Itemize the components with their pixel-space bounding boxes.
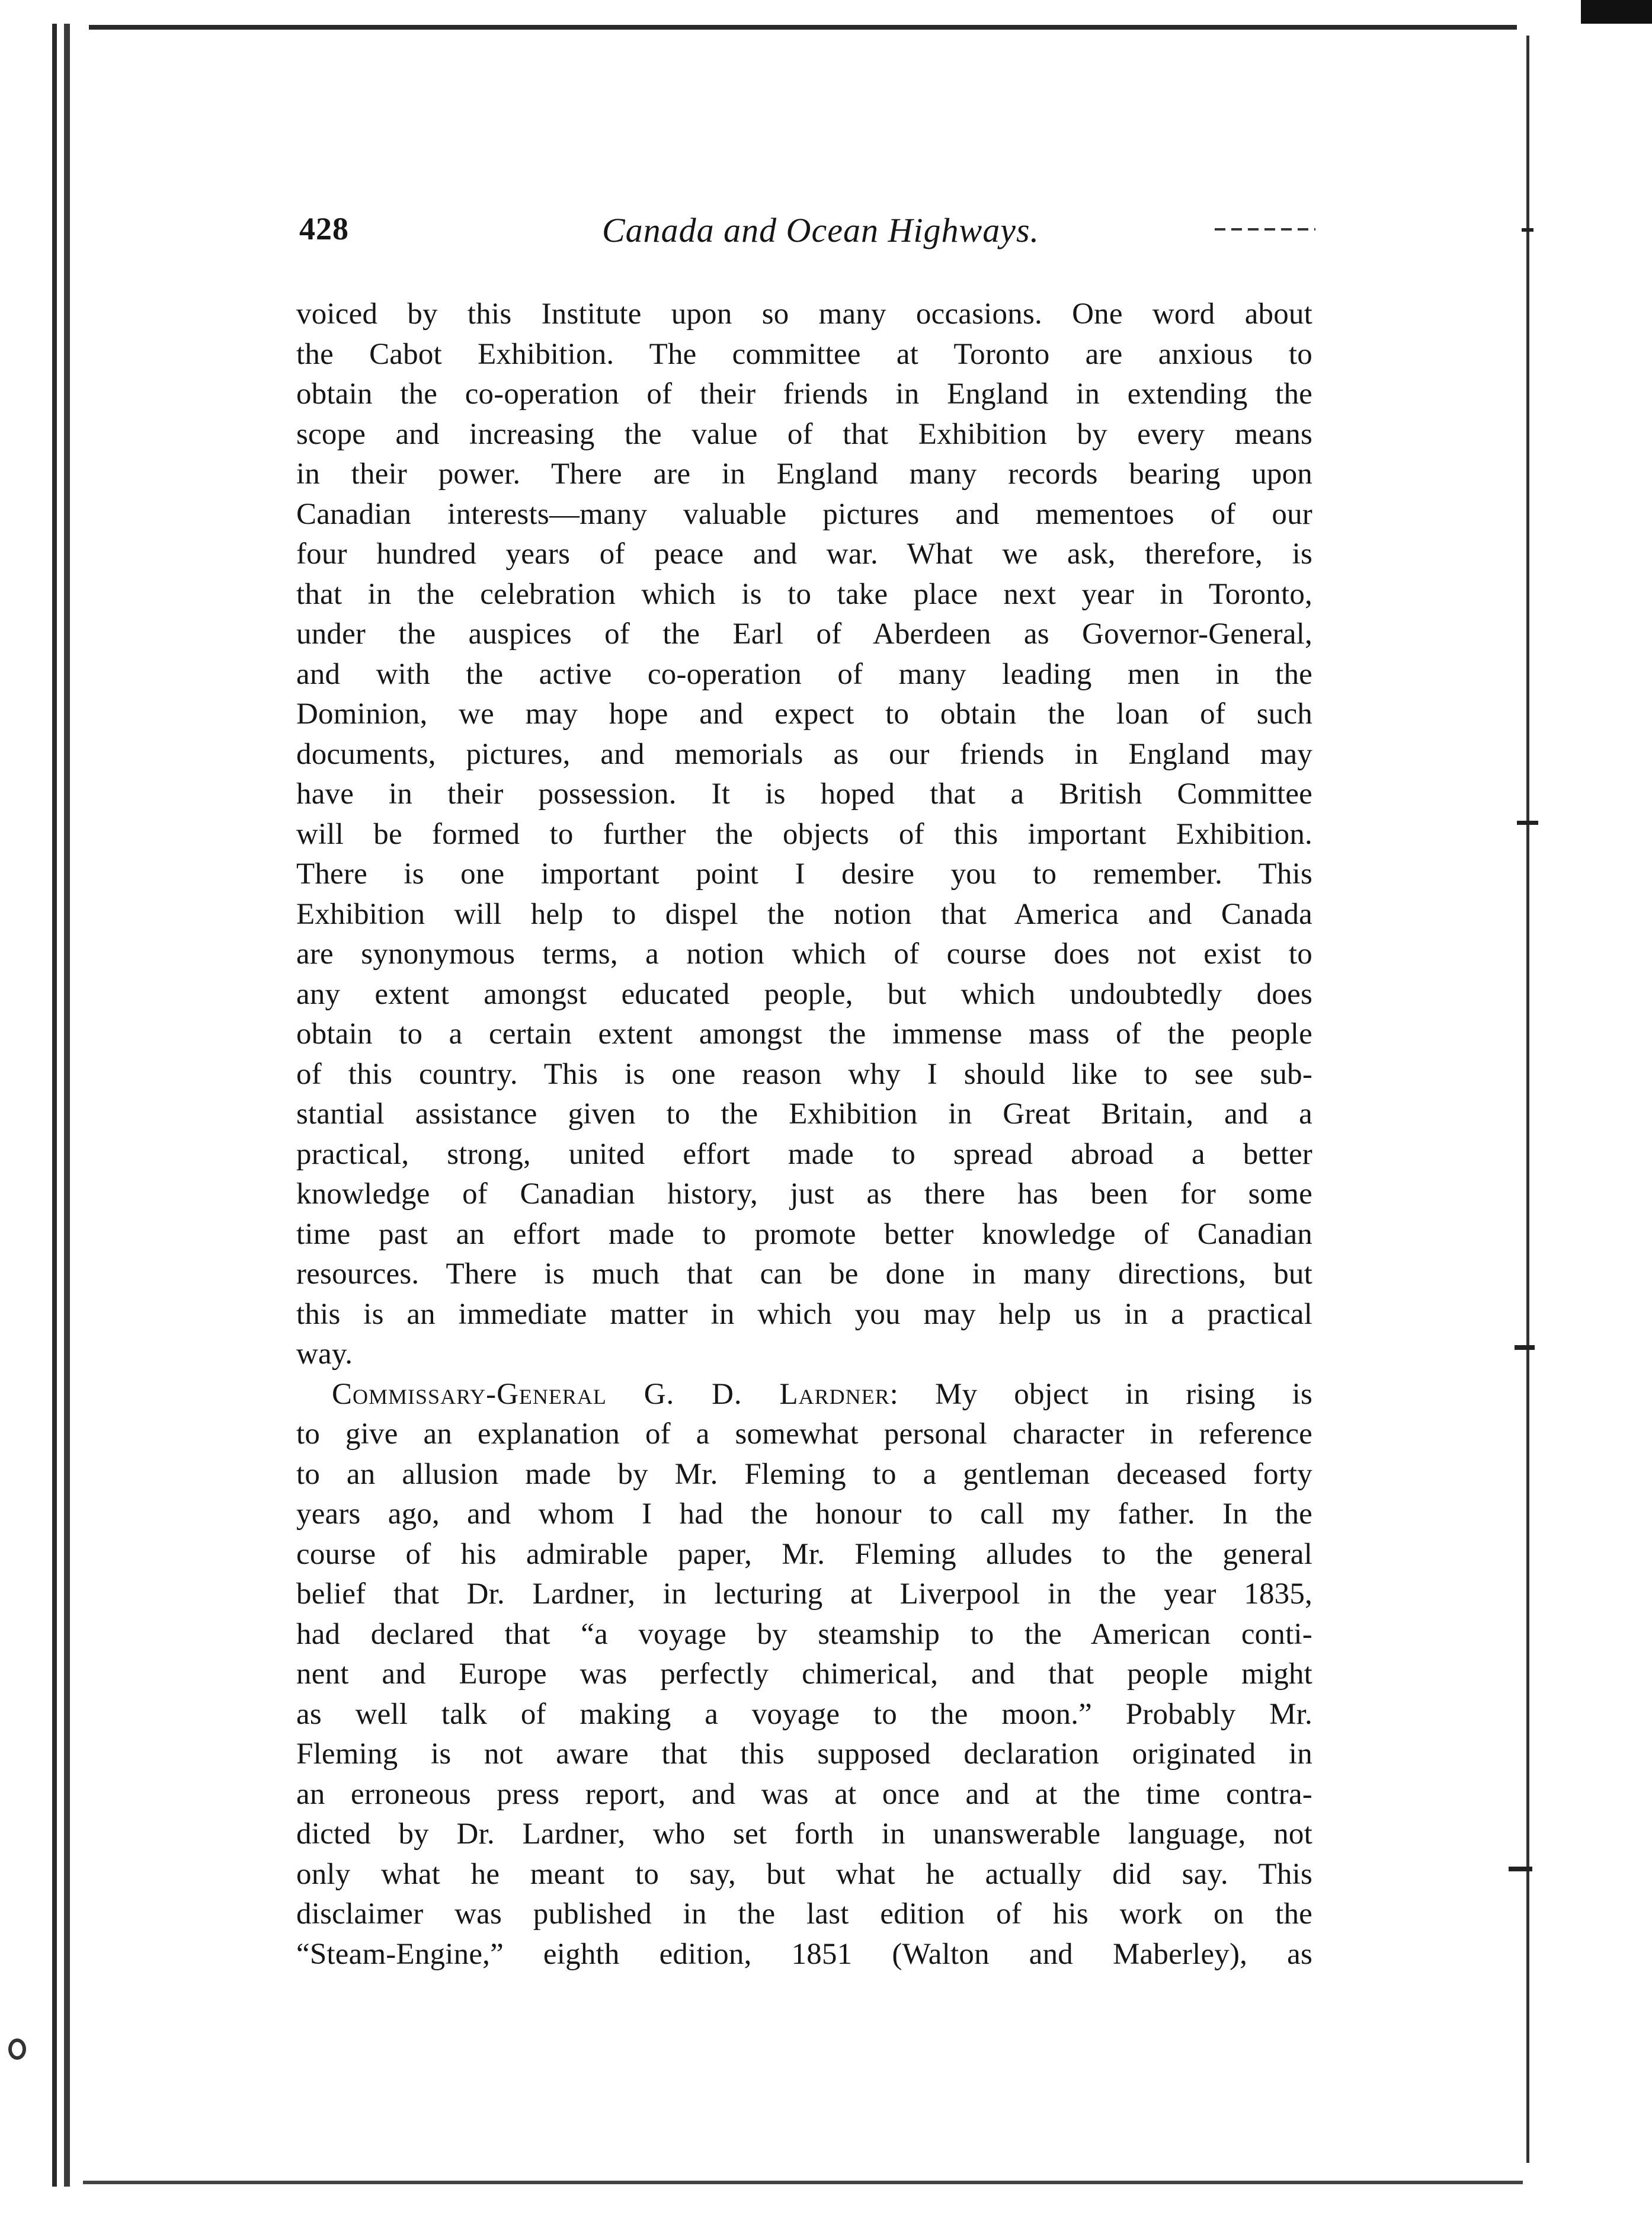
- text-line: Exhibition will help to dispel the notion that America and Canada: [296, 897, 1312, 931]
- text-line: voiced by this Institute upon so many occasions. One word about: [296, 297, 1312, 331]
- text-line: Fleming is not aware that this supposed declaration originated in: [296, 1737, 1312, 1771]
- text-line: to give an explanation of a somewhat personal character in reference: [296, 1417, 1312, 1451]
- text-line: documents, pictures, and memorials as our friends in England may: [296, 737, 1312, 771]
- body-text: [296, 295, 1312, 1974]
- text-line: disclaimer was published in the last edition of his work on the: [296, 1897, 1312, 1931]
- text-line: and with the active co-operation of many leading men in the: [296, 657, 1312, 691]
- text-line: nent and Europe was perfectly chimerical, and that people might: [296, 1657, 1312, 1691]
- edge-tick-mark: [1517, 821, 1538, 825]
- speaker-line-text: : My object in rising is: [889, 1377, 1312, 1411]
- text-line: stantial assistance given to the Exhibition in Great Britain, and a: [296, 1097, 1312, 1131]
- text-line: had declared that “a voyage by steamship to the American conti-: [296, 1617, 1312, 1651]
- text-line: under the auspices of the Earl of Aberdeen as Governor-General,: [296, 617, 1312, 651]
- text-line: an erroneous press report, and was at once and at the time contra-: [296, 1777, 1312, 1811]
- text-line: to an allusion made by Mr. Fleming to a gentleman deceased forty: [296, 1457, 1312, 1491]
- text-line: only what he meant to say, but what he actually did say. This: [296, 1857, 1312, 1891]
- text-line: as well talk of making a voyage to the moon.” Probably Mr.: [296, 1697, 1312, 1731]
- text-line: have in their possession. It is hoped that a British Committee: [296, 777, 1312, 811]
- page-top-edge: [89, 25, 1517, 30]
- text-line: belief that Dr. Lardner, in lecturing at Liverpool in the year 1835,: [296, 1577, 1312, 1611]
- text-line: obtain the co-operation of their friends in England in extending the: [296, 377, 1312, 411]
- binding-hole-mark: [8, 2038, 26, 2060]
- page-right-edge: [1526, 36, 1529, 2163]
- text-line: Canadian interests—many valuable pictures and mementoes of our: [296, 497, 1312, 531]
- text-line: There is one important point I desire you to remember. This: [296, 857, 1312, 891]
- speaker-name: Commissary-General G. D. Lardner: [332, 1377, 890, 1411]
- scan-border-corner: [1581, 0, 1652, 24]
- text-line: time past an effort made to promote better knowledge of Canadian: [296, 1217, 1312, 1251]
- text-line: four hundred years of peace and war. What we ask, therefore, is: [296, 537, 1312, 571]
- text-line: that in the celebration which is to take place next year in Toronto,: [296, 577, 1312, 611]
- text-line: resources. There is much that can be done in many directions, but: [296, 1257, 1312, 1291]
- text-line: in their power. There are in England many records bearing upon: [296, 457, 1312, 491]
- page-number: 428: [299, 211, 349, 247]
- text-line: dicted by Dr. Lardner, who set forth in unanswerable language, not: [296, 1817, 1312, 1851]
- text-line: any extent amongst educated people, but which undoubtedly does: [296, 977, 1312, 1011]
- text-line: Dominion, we may hope and expect to obtain the loan of such: [296, 697, 1312, 731]
- text-line: scope and increasing the value of that Exhibition by every means: [296, 417, 1312, 451]
- text-line: way.: [296, 1337, 353, 1371]
- text-line: will be formed to further the objects of this important Exhibition.: [296, 817, 1312, 851]
- speaker-line: [296, 1375, 1312, 1415]
- text-line: the Cabot Exhibition. The committee at Toronto are anxious to: [296, 337, 1312, 371]
- text-line: practical, strong, united effort made to spread abroad a better: [296, 1137, 1312, 1171]
- text-line: years ago, and whom I had the honour to call my father. In the: [296, 1497, 1312, 1531]
- edge-tick-mark: [1522, 228, 1533, 232]
- running-title: Canada and Ocean Highways.: [601, 211, 1040, 249]
- text-line: course of his admirable paper, Mr. Fleming alludes to the general: [296, 1537, 1312, 1571]
- text-line: knowledge of Canadian history, just as there has been for some: [296, 1177, 1312, 1211]
- text-line: are synonymous terms, a notion which of course does not exist to: [296, 937, 1312, 971]
- text-line: obtain to a certain extent amongst the immense mass of the people: [296, 1017, 1312, 1051]
- text-line: “Steam-Engine,” eighth edition, 1851 (Walton and Maberley), as: [296, 1937, 1312, 1971]
- page-header: [299, 210, 1342, 264]
- text-line: this is an immediate matter in which you may help us in a practical: [296, 1297, 1312, 1331]
- header-ornament-rule: [1215, 228, 1315, 231]
- page-spine-edge: [52, 24, 76, 2187]
- edge-tick-mark: [1515, 1345, 1535, 1350]
- page-bottom-edge: [83, 2181, 1523, 2184]
- text-line: of this country. This is one reason why I should like to see sub-: [296, 1057, 1312, 1091]
- edge-tick-mark: [1509, 1867, 1532, 1871]
